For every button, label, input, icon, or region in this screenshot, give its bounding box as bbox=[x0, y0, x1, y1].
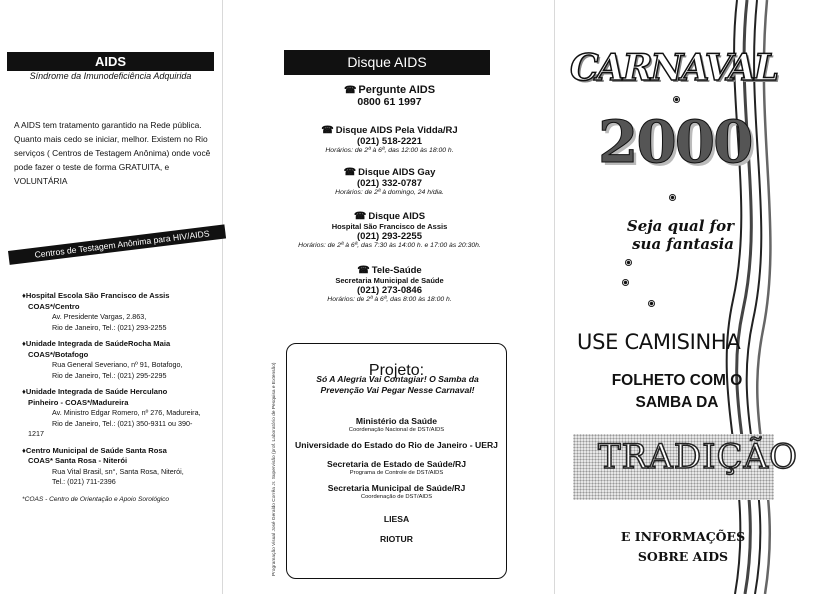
info-line: E INFORMAÇÕES bbox=[620, 529, 746, 544]
folheto-text bbox=[594, 370, 760, 414]
confetti-dot bbox=[648, 300, 655, 307]
partner-sub: Programa de Controle de DST/AIDS bbox=[349, 470, 444, 476]
partner-riotur: RIOTUR bbox=[380, 534, 413, 544]
service-number: (021) 293-2255 bbox=[357, 231, 422, 242]
fold-line-left bbox=[222, 0, 223, 594]
tradicao-title: TRADIÇÃO bbox=[598, 437, 798, 477]
service-title: Disque AIDS Pela Vidda/RJ bbox=[335, 125, 458, 136]
phone-icon: ☎ bbox=[353, 211, 367, 222]
service-title: Pergunte AIDS bbox=[358, 84, 436, 96]
service-number: 0800 61 1997 bbox=[357, 96, 422, 108]
center-address: Av. Ministro Edgar Romero, nº 276, Madureira, bbox=[52, 408, 201, 417]
service-hours: Horários: de 2ª à domingo, 24 h/dia. bbox=[335, 189, 444, 196]
centers-list bbox=[22, 291, 222, 494]
service-tele-saude bbox=[272, 265, 507, 303]
center-name: Unidade Integrada de SaúdeRocha Maia bbox=[25, 339, 171, 348]
center-address: 1217 bbox=[28, 429, 44, 438]
service-title: Disque AIDS bbox=[368, 211, 426, 222]
diamond-bullet-icon: ♦ bbox=[22, 291, 26, 300]
centers-heading: Centros de Testagem Anônima para HIV/AIDS bbox=[8, 224, 226, 264]
service-pela-vidda bbox=[272, 125, 507, 154]
center-address: Rua General Severiano, nº 91, Botafogo, bbox=[52, 360, 183, 369]
service-title: Tele-Saúde bbox=[371, 265, 422, 276]
phone-icon: ☎ bbox=[321, 125, 334, 136]
service-org: Secretaria Municipal de Saúde bbox=[335, 276, 444, 285]
partner-name: Secretaria de Estado de Saúde/RJ bbox=[327, 459, 466, 469]
center-address: Rio de Janeiro, Tel.: (021) 293-2255 bbox=[52, 322, 167, 332]
center-name: Unidade Integrada de Saúde Herculano bbox=[25, 387, 168, 396]
folheto-line: SAMBA DA bbox=[635, 394, 719, 411]
year-title: 2000 bbox=[598, 108, 752, 176]
service-pergunte-aids bbox=[272, 84, 507, 108]
service-hours: Horários: de 2ª à 6ª, das 8:00 às 18:00 h. bbox=[327, 296, 452, 303]
center-entry bbox=[22, 446, 222, 488]
confetti-dot bbox=[669, 194, 676, 201]
service-number: (021) 332-0787 bbox=[357, 178, 422, 189]
confetti-dot bbox=[625, 259, 632, 266]
center-address: Tel.: (021) 711-2396 bbox=[52, 477, 116, 486]
service-number: (021) 518-2221 bbox=[357, 136, 422, 147]
center-entry bbox=[22, 291, 222, 333]
center-address: Rio de Janeiro, Tel.: (021) 295-2295 bbox=[52, 370, 167, 380]
slogan bbox=[614, 217, 734, 253]
aids-subtitle: Síndrome da Imunodeficiência Adquirida bbox=[29, 71, 192, 81]
project-box bbox=[286, 343, 507, 579]
center-name: Hospital Escola São Francisco de Assis bbox=[25, 291, 170, 300]
fold-line-right bbox=[554, 0, 555, 594]
service-hours: Horários: de 2ª à 6ª, das 7:30 às 14:00 h. e 17:00 às 20:30h. bbox=[298, 242, 481, 249]
partner-sub: Coordenação de DST/AIDS bbox=[360, 494, 433, 500]
center-address: Rio de Janeiro, Tel.: (021) 350-9311 ou 390- bbox=[52, 418, 193, 428]
project-text: Só A Alegria Vai Contagiar! O Samba da Prevenção Vai Pegar Nesse Carnaval! bbox=[316, 374, 479, 395]
service-gay bbox=[272, 167, 507, 196]
carnaval-title: CARNAVAL bbox=[570, 47, 778, 89]
diamond-bullet-icon: ♦ bbox=[22, 387, 26, 396]
use-camisinha-text: USE CAMISINHA bbox=[577, 330, 741, 354]
service-org: Hospital São Francisco de Assis bbox=[331, 222, 448, 231]
center-address: Av. Presidente Vargas, 2.863, bbox=[52, 312, 147, 321]
phone-icon: ☎ bbox=[357, 265, 370, 276]
disque-aids-heading: Disque AIDS bbox=[284, 50, 490, 75]
center-sub: COAS*/Botafogo bbox=[28, 349, 89, 359]
service-title: Disque AIDS Gay bbox=[358, 167, 436, 178]
project-label: Projeto: bbox=[368, 362, 425, 379]
center-name: Centro Municipal de Saúde Santa Rosa bbox=[25, 445, 167, 455]
partner-sub: Coordenação Nacional de DST/AIDS bbox=[348, 427, 445, 433]
service-hours: Horários: de 2ª à 6ª, das 12:00 às 18:00 h. bbox=[325, 147, 454, 154]
partner-name: Ministério da Saúde bbox=[355, 416, 438, 426]
aids-heading: AIDS bbox=[7, 52, 214, 71]
slogan-line: Seja qual for bbox=[626, 217, 734, 235]
folheto-line: FOLHETO COM O bbox=[611, 372, 743, 389]
vertical-credit-text: Programação Visual José Geraldo Corrêa Jr. Supervisão (prof. Laboratório de Pesquisa e Extensão) bbox=[272, 362, 277, 576]
phone-icon: ☎ bbox=[343, 85, 357, 96]
partner-name: Secretaria Municipal de Saúde/RJ bbox=[327, 483, 466, 493]
center-sub: COAS*/Centro bbox=[28, 301, 80, 311]
service-hospital bbox=[272, 211, 507, 249]
center-entry bbox=[22, 339, 222, 381]
partner-liesa: LIESA bbox=[383, 514, 410, 524]
wavy-stripes-graphic bbox=[725, 0, 785, 594]
diamond-bullet-icon: ♦ bbox=[22, 339, 26, 348]
center-address: Rua Vital Brasil, sn°, Santa Rosa, Niterói, bbox=[52, 466, 184, 476]
center-sub: COAS* Santa Rosa - Niterói bbox=[28, 456, 128, 465]
coas-footnote: *COAS - Centro de Orientação e Apoio Sorológico bbox=[22, 496, 170, 503]
phone-icon: ☎ bbox=[343, 167, 357, 178]
confetti-dot bbox=[673, 96, 680, 103]
service-number: (021) 273-0846 bbox=[357, 285, 422, 296]
center-sub: Pinheiro - COAS*/Madureira bbox=[28, 397, 129, 407]
slogan-line: sua fantasia bbox=[632, 235, 734, 253]
info-line: SOBRE AIDS bbox=[637, 549, 729, 564]
info-text bbox=[603, 527, 763, 567]
diamond-bullet-icon: ♦ bbox=[22, 445, 26, 455]
center-entry bbox=[22, 387, 222, 440]
partner-name: Universidade do Estado do Rio de Janeiro - UERJ bbox=[295, 440, 498, 450]
aids-paragraph: A AIDS tem tratamento garantido na Rede pública. Quanto mais cedo se iniciar, melhor. Existem no Rio serviços ( Centros de Testagem Anônima) onde você pode fazer o teste de forma GRATUITA, e VOLUNTÁRIA bbox=[14, 120, 211, 186]
confetti-dot bbox=[622, 279, 629, 286]
